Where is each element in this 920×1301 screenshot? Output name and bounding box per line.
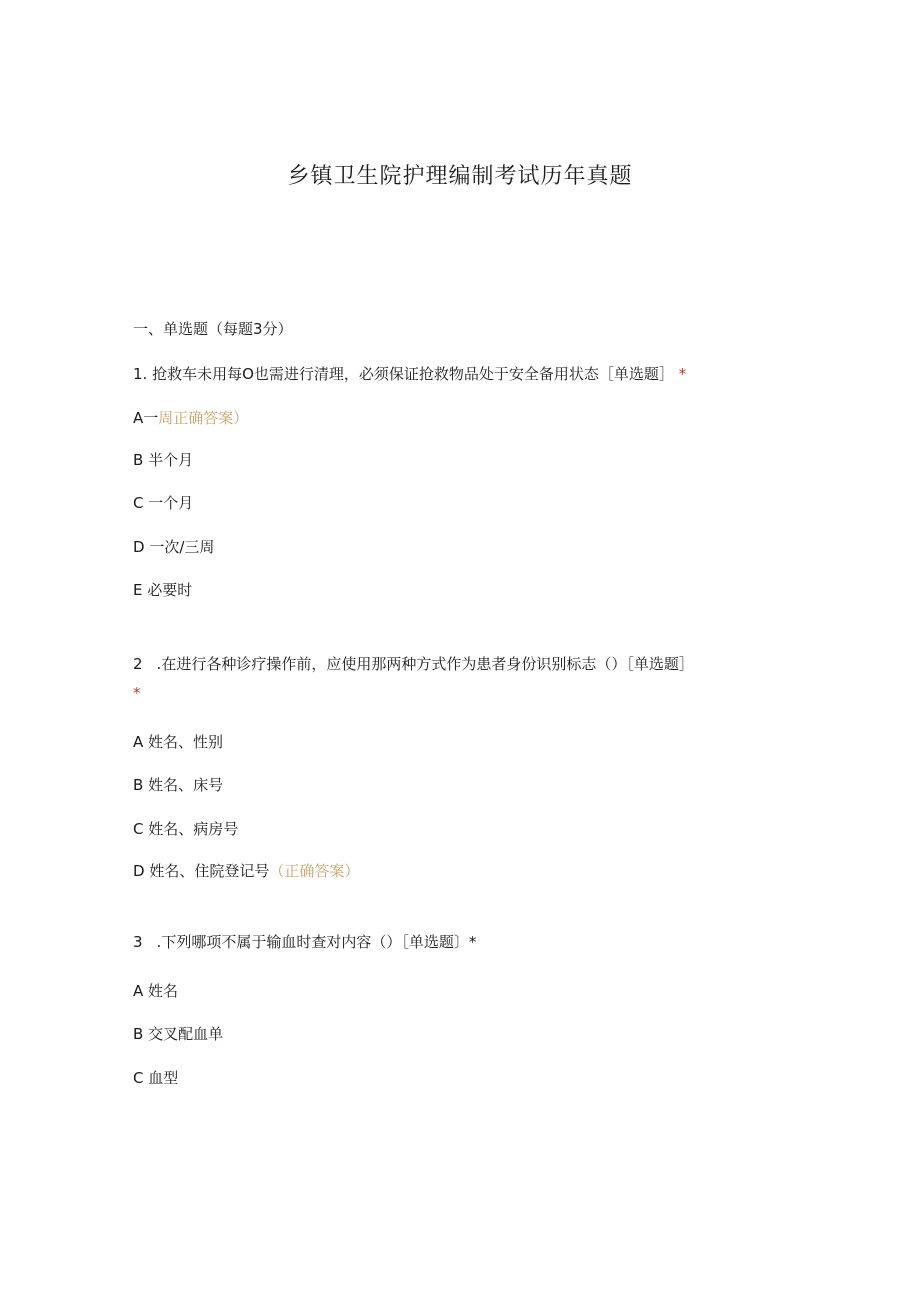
option-text: 血型 — [148, 1069, 179, 1087]
question-2-required — [133, 682, 141, 704]
option-text: 姓名、住院登记号 — [149, 862, 270, 880]
option-prefix: B — [133, 451, 144, 469]
option-2c[interactable] — [133, 818, 238, 840]
option-text: 姓名 — [148, 982, 179, 1000]
option-text: 姓名、床号 — [148, 776, 224, 794]
correct-answer-note: （正确答案） — [269, 862, 360, 880]
question-text: .下列哪项不属于输血时查对内容（）［单选题〕* — [156, 933, 477, 951]
option-1d[interactable] — [133, 536, 214, 558]
option-prefix: A — [133, 982, 144, 1000]
option-prefix: E — [133, 581, 143, 599]
option-3c[interactable] — [133, 1067, 178, 1089]
option-text: 半个月 — [148, 451, 194, 469]
option-text: 必要时 — [147, 581, 193, 599]
question-2 — [133, 653, 694, 675]
option-1a[interactable] — [133, 407, 248, 429]
correct-answer-note: 答案） — [203, 409, 249, 427]
option-1c[interactable] — [133, 492, 193, 514]
option-prefix: C — [133, 820, 144, 838]
required-marker: * — [133, 684, 141, 702]
question-1 — [133, 363, 686, 385]
question-number: 3 — [133, 933, 143, 951]
option-3a[interactable] — [133, 980, 178, 1002]
option-prefix: A一 — [133, 409, 159, 427]
option-text: 交叉配血单 — [148, 1025, 224, 1043]
option-3b[interactable] — [133, 1023, 223, 1045]
question-number: 2 — [133, 655, 143, 673]
option-prefix: B — [133, 776, 144, 794]
option-2d[interactable] — [133, 860, 359, 882]
option-prefix: C — [133, 1069, 144, 1087]
required-marker: * — [678, 365, 687, 383]
question-3 — [133, 931, 476, 953]
option-2b[interactable] — [133, 774, 223, 796]
option-prefix: C — [133, 494, 144, 512]
section-heading: 一、单选题（每题3分） — [133, 320, 293, 338]
option-1e[interactable] — [133, 579, 192, 601]
option-text: 一个月 — [148, 494, 194, 512]
option-text: 姓名、性别 — [148, 733, 224, 751]
question-text: 抢救车未用每O也需进行清理，必须保证抢救物品处于安全备用状态［单选题］ — [152, 365, 674, 383]
option-2a[interactable] — [133, 731, 223, 753]
question-number: 1. — [133, 365, 148, 383]
option-prefix: A — [133, 733, 144, 751]
option-prefix: D — [133, 538, 145, 556]
page-title: 乡镇卫生院护理编制考试历年真题 — [287, 164, 633, 189]
option-1b[interactable] — [133, 449, 193, 471]
question-text: .在进行各种诊疗操作前，应使用那两种方式作为患者身份识别标志（）［单选题］ — [156, 655, 694, 673]
option-prefix: D — [133, 862, 145, 880]
option-text: 姓名、病房号 — [148, 820, 239, 838]
option-text: 一次/三周 — [149, 538, 215, 556]
option-prefix: B — [133, 1025, 144, 1043]
option-text: 周正确 — [158, 409, 204, 427]
